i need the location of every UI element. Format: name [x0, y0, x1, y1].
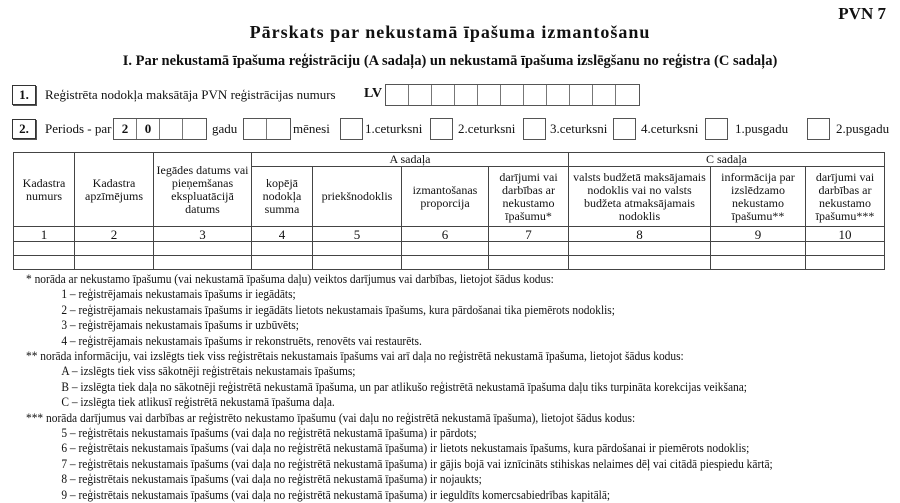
table-cell[interactable]: [313, 256, 402, 270]
table-cell[interactable]: [154, 256, 252, 270]
table-cell[interactable]: [711, 242, 806, 256]
quarter1-label: 1.ceturksni: [365, 121, 423, 136]
digit-cell[interactable]: [183, 119, 206, 139]
footnote-line: 4 – reģistrējamais nekustamais īpašums ir rekonstruēts, renovēts vai restaurēts.: [61, 333, 422, 348]
header-group-c: C sadaļa: [569, 153, 885, 167]
header-col-3: Iegādes datums vai pieņemšanas ekspluatācijā datums: [154, 153, 252, 227]
footnote-line: B – izslēgta tiek daļa no sākotnēji reģistrētā nekustamā īpašuma, un par atlikušo reģistrētā nekustamā īpašuma daļu tiks turpināta korekcijas veikšana;: [61, 379, 747, 394]
table-row: [14, 242, 885, 256]
footnote-line: 8 – reģistrētais nekustamais īpašums (vai daļa no reģistrētā nekustamā īpašuma) ir nojaukts;: [61, 472, 482, 487]
header-col-1: Kadastra numurs: [14, 153, 75, 227]
table-cell[interactable]: [313, 242, 402, 256]
table-cell[interactable]: [75, 256, 154, 270]
vat-number-input[interactable]: [385, 84, 640, 106]
quarter2-checkbox[interactable]: [430, 118, 453, 140]
month-label: mēnesi: [293, 121, 330, 136]
digit-cell[interactable]: [593, 85, 616, 105]
half2-checkbox[interactable]: [807, 118, 830, 140]
half2-label: 2.pusgadu: [836, 121, 890, 136]
digit-cell[interactable]: [455, 85, 478, 105]
table-row: [14, 256, 885, 270]
table-cell[interactable]: [252, 256, 313, 270]
footnotes: [26, 272, 773, 503]
column-number: 7: [489, 227, 569, 242]
quarter2-label: 2.ceturksni: [458, 121, 516, 136]
table-cell[interactable]: [402, 256, 489, 270]
digit-cell[interactable]: [432, 85, 455, 105]
footnote-line: A – izslēgts tiek viss sākotnēji reģistrētais nekustamais īpašums;: [61, 364, 356, 379]
table-cell[interactable]: [711, 256, 806, 270]
quarter4-checkbox[interactable]: [613, 118, 636, 140]
header-col-6: izmantošanas proporcija: [402, 167, 489, 227]
quarter3-checkbox[interactable]: [523, 118, 546, 140]
property-table: [13, 152, 885, 270]
digit-cell[interactable]: [160, 119, 183, 139]
digit-cell[interactable]: [478, 85, 501, 105]
footnote-line: 1 – reģistrējamais nekustamais īpašums ir iegādāts;: [61, 287, 296, 302]
table-cell[interactable]: [14, 256, 75, 270]
table-cell[interactable]: [154, 242, 252, 256]
digit-cell[interactable]: [524, 85, 547, 105]
quarter4-label: 4.ceturksni: [641, 121, 699, 136]
column-number: 3: [154, 227, 252, 242]
header-col-2: Kadastra apzīmējums: [75, 153, 154, 227]
table-cell[interactable]: [569, 242, 711, 256]
year-label: gadu: [212, 121, 238, 136]
column-number: 2: [75, 227, 154, 242]
table-cell[interactable]: [14, 242, 75, 256]
digit-cell[interactable]: [547, 85, 570, 105]
quarter1-checkbox[interactable]: [340, 118, 363, 140]
lv-prefix: LV: [364, 86, 383, 101]
table-cell[interactable]: [489, 242, 569, 256]
digit-cell[interactable]: [501, 85, 524, 105]
footnote-line: C – izslēgta tiek atlikusī reģistrētā nekustamā īpašuma daļa.: [61, 395, 335, 410]
column-number: 4: [252, 227, 313, 242]
digit-cell[interactable]: [570, 85, 593, 105]
digit-cell[interactable]: 0: [137, 119, 160, 139]
digit-cell[interactable]: 2: [114, 119, 137, 139]
header-group-a: A sadaļa: [252, 153, 569, 167]
footnote-line: 6 – reģistrētais nekustamais īpašums (vai daļa no reģistrētā nekustamā īpašuma) ir lietots nekustamais īpašums, kura pārdošanai ir piemērots nodoklis;: [61, 441, 750, 456]
header-col-5: priekšnodoklis: [313, 167, 402, 227]
column-number: 1: [14, 227, 75, 242]
column-number-row: [14, 227, 885, 242]
column-number: 10: [806, 227, 885, 242]
field1-number: 1.: [12, 85, 36, 105]
digit-cell[interactable]: [386, 85, 409, 105]
table-cell[interactable]: [402, 242, 489, 256]
period-label: Periods - par: [45, 121, 112, 136]
table-cell[interactable]: [252, 242, 313, 256]
field2-number: 2.: [12, 119, 36, 139]
header-col-8: valsts budžetā maksājamais nodoklis vai no valsts budžeta atmaksājamais nodoklis: [569, 167, 711, 227]
year-input[interactable]: [113, 118, 207, 140]
header-col-7: darījumi vai darbības ar nekustamo īpašumu*: [489, 167, 569, 227]
header-col-10: darījumi vai darbības ar nekustamo īpašumu***: [806, 167, 885, 227]
table-cell[interactable]: [806, 256, 885, 270]
quarter3-label: 3.ceturksni: [550, 121, 608, 136]
footnote-line: 7 – reģistrētais nekustamais īpašums (vai daļa no reģistrētā nekustamā īpašuma) ir gājis bojā vai iznīcināts stihiskas nelaimes dēļ vai citādā piespiedu kārtā;: [61, 456, 773, 471]
digit-cell[interactable]: [409, 85, 432, 105]
field1-label: Reģistrēta nodokļa maksātāja PVN reģistrācijas numurs: [45, 87, 336, 102]
page-title: Pārskats par nekustamā īpašuma izmantošanu: [249, 22, 651, 42]
table-cell[interactable]: [75, 242, 154, 256]
header-col-4: kopējā nodokļa summa: [252, 167, 313, 227]
month-input[interactable]: [243, 118, 291, 140]
footnote-line: *** norāda darījumus vai darbības ar reģistrēto nekustamo īpašumu (vai daļu no reģistrētā nekustamā īpašuma), lietojot šādus kodus:: [26, 410, 636, 425]
footnote-line: * norāda ar nekustamo īpašumu (vai nekustamā īpašuma daļu) veiktos darījumus vai darbības, lietojot šādus kodus:: [26, 272, 554, 286]
form-code: PVN 7: [838, 4, 886, 23]
half1-checkbox[interactable]: [705, 118, 728, 140]
column-number: 9: [711, 227, 806, 242]
half1-label: 1.pusgadu: [735, 121, 789, 136]
column-number: 6: [402, 227, 489, 242]
footnote-line: 5 – reģistrētais nekustamais īpašums (vai daļa no reģistrētā nekustamā īpašuma) ir pārdots;: [61, 426, 477, 441]
footnote-line: ** norāda informāciju, vai izslēgts tiek viss reģistrētais nekustamais īpašums vai arī daļa no reģistrētā nekustamā īpašuma, lietojot šādus kodus:: [26, 349, 684, 364]
footnote-line: 9 – reģistrētais nekustamais īpašums (vai daļa no reģistrētā nekustamā īpašuma) ir ieguldīts komercsabiedrības kapitālā;: [61, 487, 611, 502]
column-number: 5: [313, 227, 402, 242]
digit-cell[interactable]: [616, 85, 639, 105]
header-col-9: informācija par izslēdzamo nekustamo īpašumu**: [711, 167, 806, 227]
footnote-line: 2 – reģistrējamais nekustamais īpašums ir iegādāts lietots nekustamais īpašums, kura pārdošanai tika piemērots nodoklis;: [61, 302, 615, 317]
section-subtitle: I. Par nekustamā īpašuma reģistrāciju (A sadaļa) un nekustamā īpašuma izslēgšanu no reģistra (C sadaļa): [122, 53, 778, 69]
table-cell[interactable]: [806, 242, 885, 256]
table-cell[interactable]: [489, 256, 569, 270]
table-cell[interactable]: [569, 256, 711, 270]
footnote-line: 3 – reģistrējamais nekustamais īpašums ir uzbūvēts;: [61, 318, 299, 333]
column-number: 8: [569, 227, 711, 242]
